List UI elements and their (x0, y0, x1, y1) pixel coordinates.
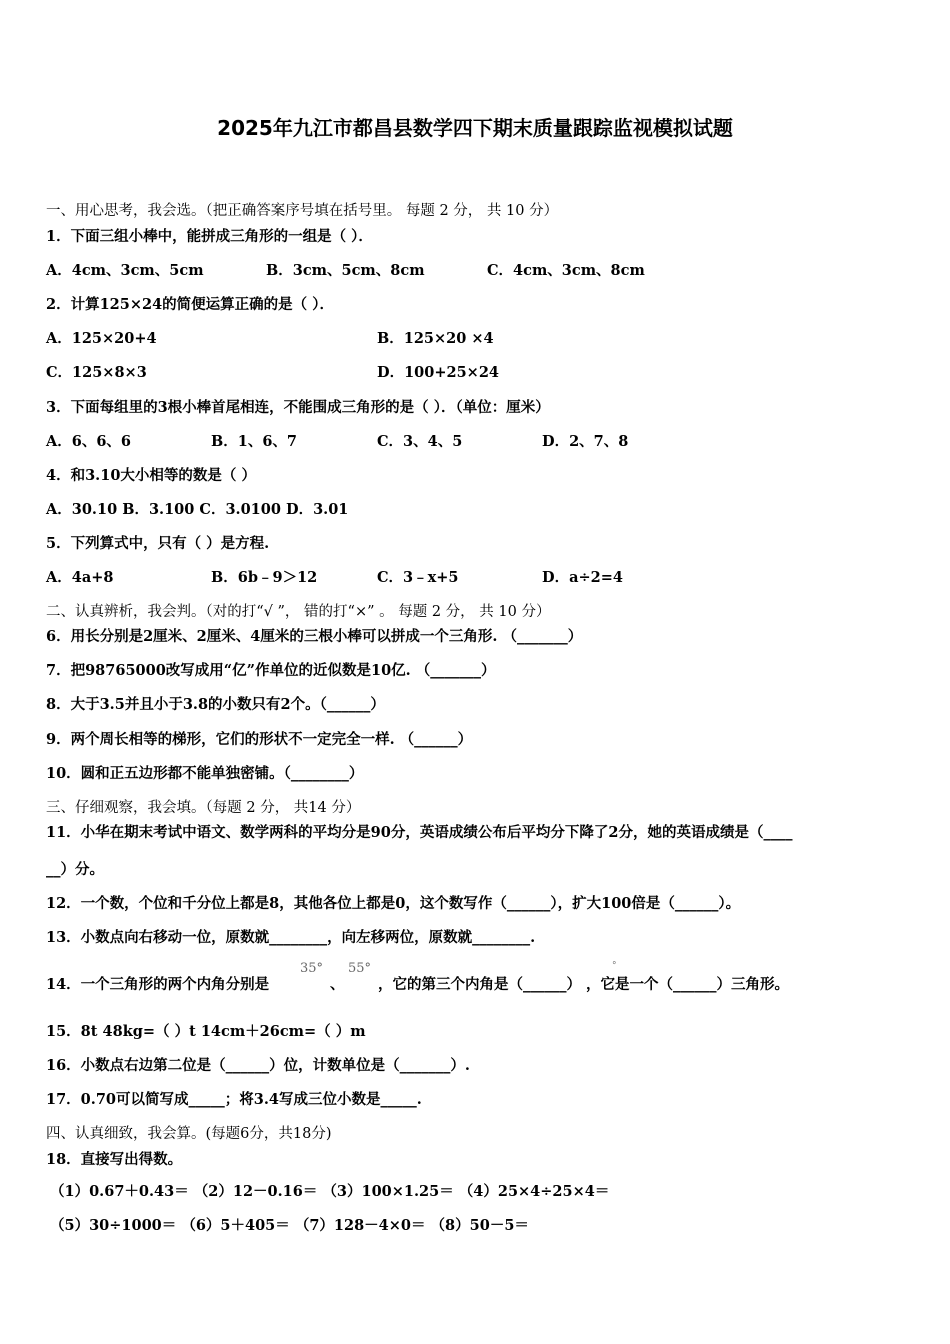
section-2-heading: 二、认真辨析，我会判。（对的打“√ ”， 错的打“×” 。 每题 2 分， 共 10 分） (46, 604, 551, 620)
q5-option-d: D．a÷2=4 (542, 569, 623, 586)
section-3-heading: 三、仔细观察，我会填。（每题 2 分， 共14 分） (46, 800, 361, 816)
q5-option-c: C．3﹣x+5 (377, 569, 459, 586)
question-14-separator: 、 (330, 976, 345, 993)
q3-option-b: B．1、6、7 (211, 433, 298, 450)
question-18: 18．直接写出得数。 (46, 1151, 183, 1168)
section-1-heading: 一、用心思考，我会选。（把正确答案序号填在括号里。 每题 2 分， 共 10 分） (46, 203, 559, 219)
degree-mark: ° (612, 961, 617, 971)
question-9: 9．两个周长相等的梯形，它们的形状不一定完全一样. （______） (46, 731, 473, 748)
q2-option-b: B．125×20 ×4 (377, 330, 494, 347)
q2-option-c: C．125×8×3 (46, 364, 147, 381)
question-12: 12．一个数，个位和千分位上都是8，其他各位上都是0，这个数写作（______），扩大100倍是（______）。 (46, 895, 741, 912)
q4-options: A．30.10 B．3.100 C．3.0100 D．3.01 (46, 501, 349, 518)
question-2: 2．计算125×24的简便运算正确的是（ ）． (46, 296, 334, 313)
question-4: 4．和3.10大小相等的数是（ ） (46, 467, 256, 484)
question-7: 7．把98765000改写成用“亿”作单位的近似数是10亿. （_______） (46, 662, 496, 679)
q5-option-b: B．6b﹣9＞12 (211, 569, 318, 586)
question-15: 15．8t 48kg=（ ）t 14cm＋26cm=（ ）m (46, 1023, 366, 1040)
question-6: 6．用长分别是2厘米、2厘米、4厘米的三根小棒可以拼成一个三角形. （_______） (46, 628, 583, 645)
q18-row-1: （1）0.67＋0.43＝ （2）12－0.16＝ （3）100×1.25＝ （4）25×4÷25×4＝ (50, 1183, 610, 1200)
page-title: 2025年九江市都昌县数学四下期末质量跟踪监视模拟试题 (217, 116, 733, 140)
question-5: 5．下列算式中，只有（ ）是方程. (46, 535, 270, 552)
section-4-heading: 四、认真细致，我会算。(每题6分，共18分) (46, 1126, 332, 1142)
q18-row-2: （5）30÷1000＝ （6）5＋405＝ （7）128－4×0＝ （8）50－5＝ (50, 1217, 529, 1234)
q3-option-d: D．2、7、8 (542, 433, 629, 450)
question-11-line-2: __）分。 (46, 861, 104, 878)
question-16: 16．小数点右边第二位是（______）位，计数单位是（_______）. (46, 1057, 470, 1074)
angle-35-degrees: 35° (300, 961, 324, 976)
q1-option-b: B．3cm、5cm、8cm (266, 262, 425, 279)
question-3: 3．下面每组里的3根小棒首尾相连，不能围成三角形的是（ ）．（单位：厘米） (46, 399, 550, 416)
question-1: 1．下面三组小棒中，能拼成三角形的一组是（ ）． (46, 228, 373, 245)
q2-option-d: D．100+25×24 (377, 364, 499, 381)
question-14-suffix: ，它的第三个内角是（______） ，它是一个（______）三角形。 (378, 976, 790, 993)
question-14-prefix: 14．一个三角形的两个内角分别是 (46, 976, 270, 993)
question-10: 10．圆和正五边形都不能单独密铺。（________） (46, 765, 364, 782)
angle-55-degrees: 55° (348, 961, 372, 976)
q5-option-a: A．4a+8 (46, 569, 114, 586)
question-11-line-1: 11．小华在期末考试中语文、数学两科的平均分是90分，英语成绩公布后平均分下降了2分，她的英语成绩是（____ (46, 824, 793, 841)
question-8: 8．大于3.5并且小于3.8的小数只有2个。（______） (46, 696, 385, 713)
q3-option-a: A．6、6、6 (46, 433, 132, 450)
question-13: 13．小数点向右移动一位，原数就________，向左移两位，原数就________. (46, 929, 536, 946)
q1-option-c: C．4cm、3cm、8cm (487, 262, 645, 279)
q2-option-a: A．125×20+4 (46, 330, 157, 347)
question-17: 17．0.70可以简写成_____；将3.4写成三位小数是_____. (46, 1091, 422, 1108)
q1-option-a: A．4cm、3cm、5cm (46, 262, 204, 279)
q3-option-c: C．3、4、5 (377, 433, 463, 450)
